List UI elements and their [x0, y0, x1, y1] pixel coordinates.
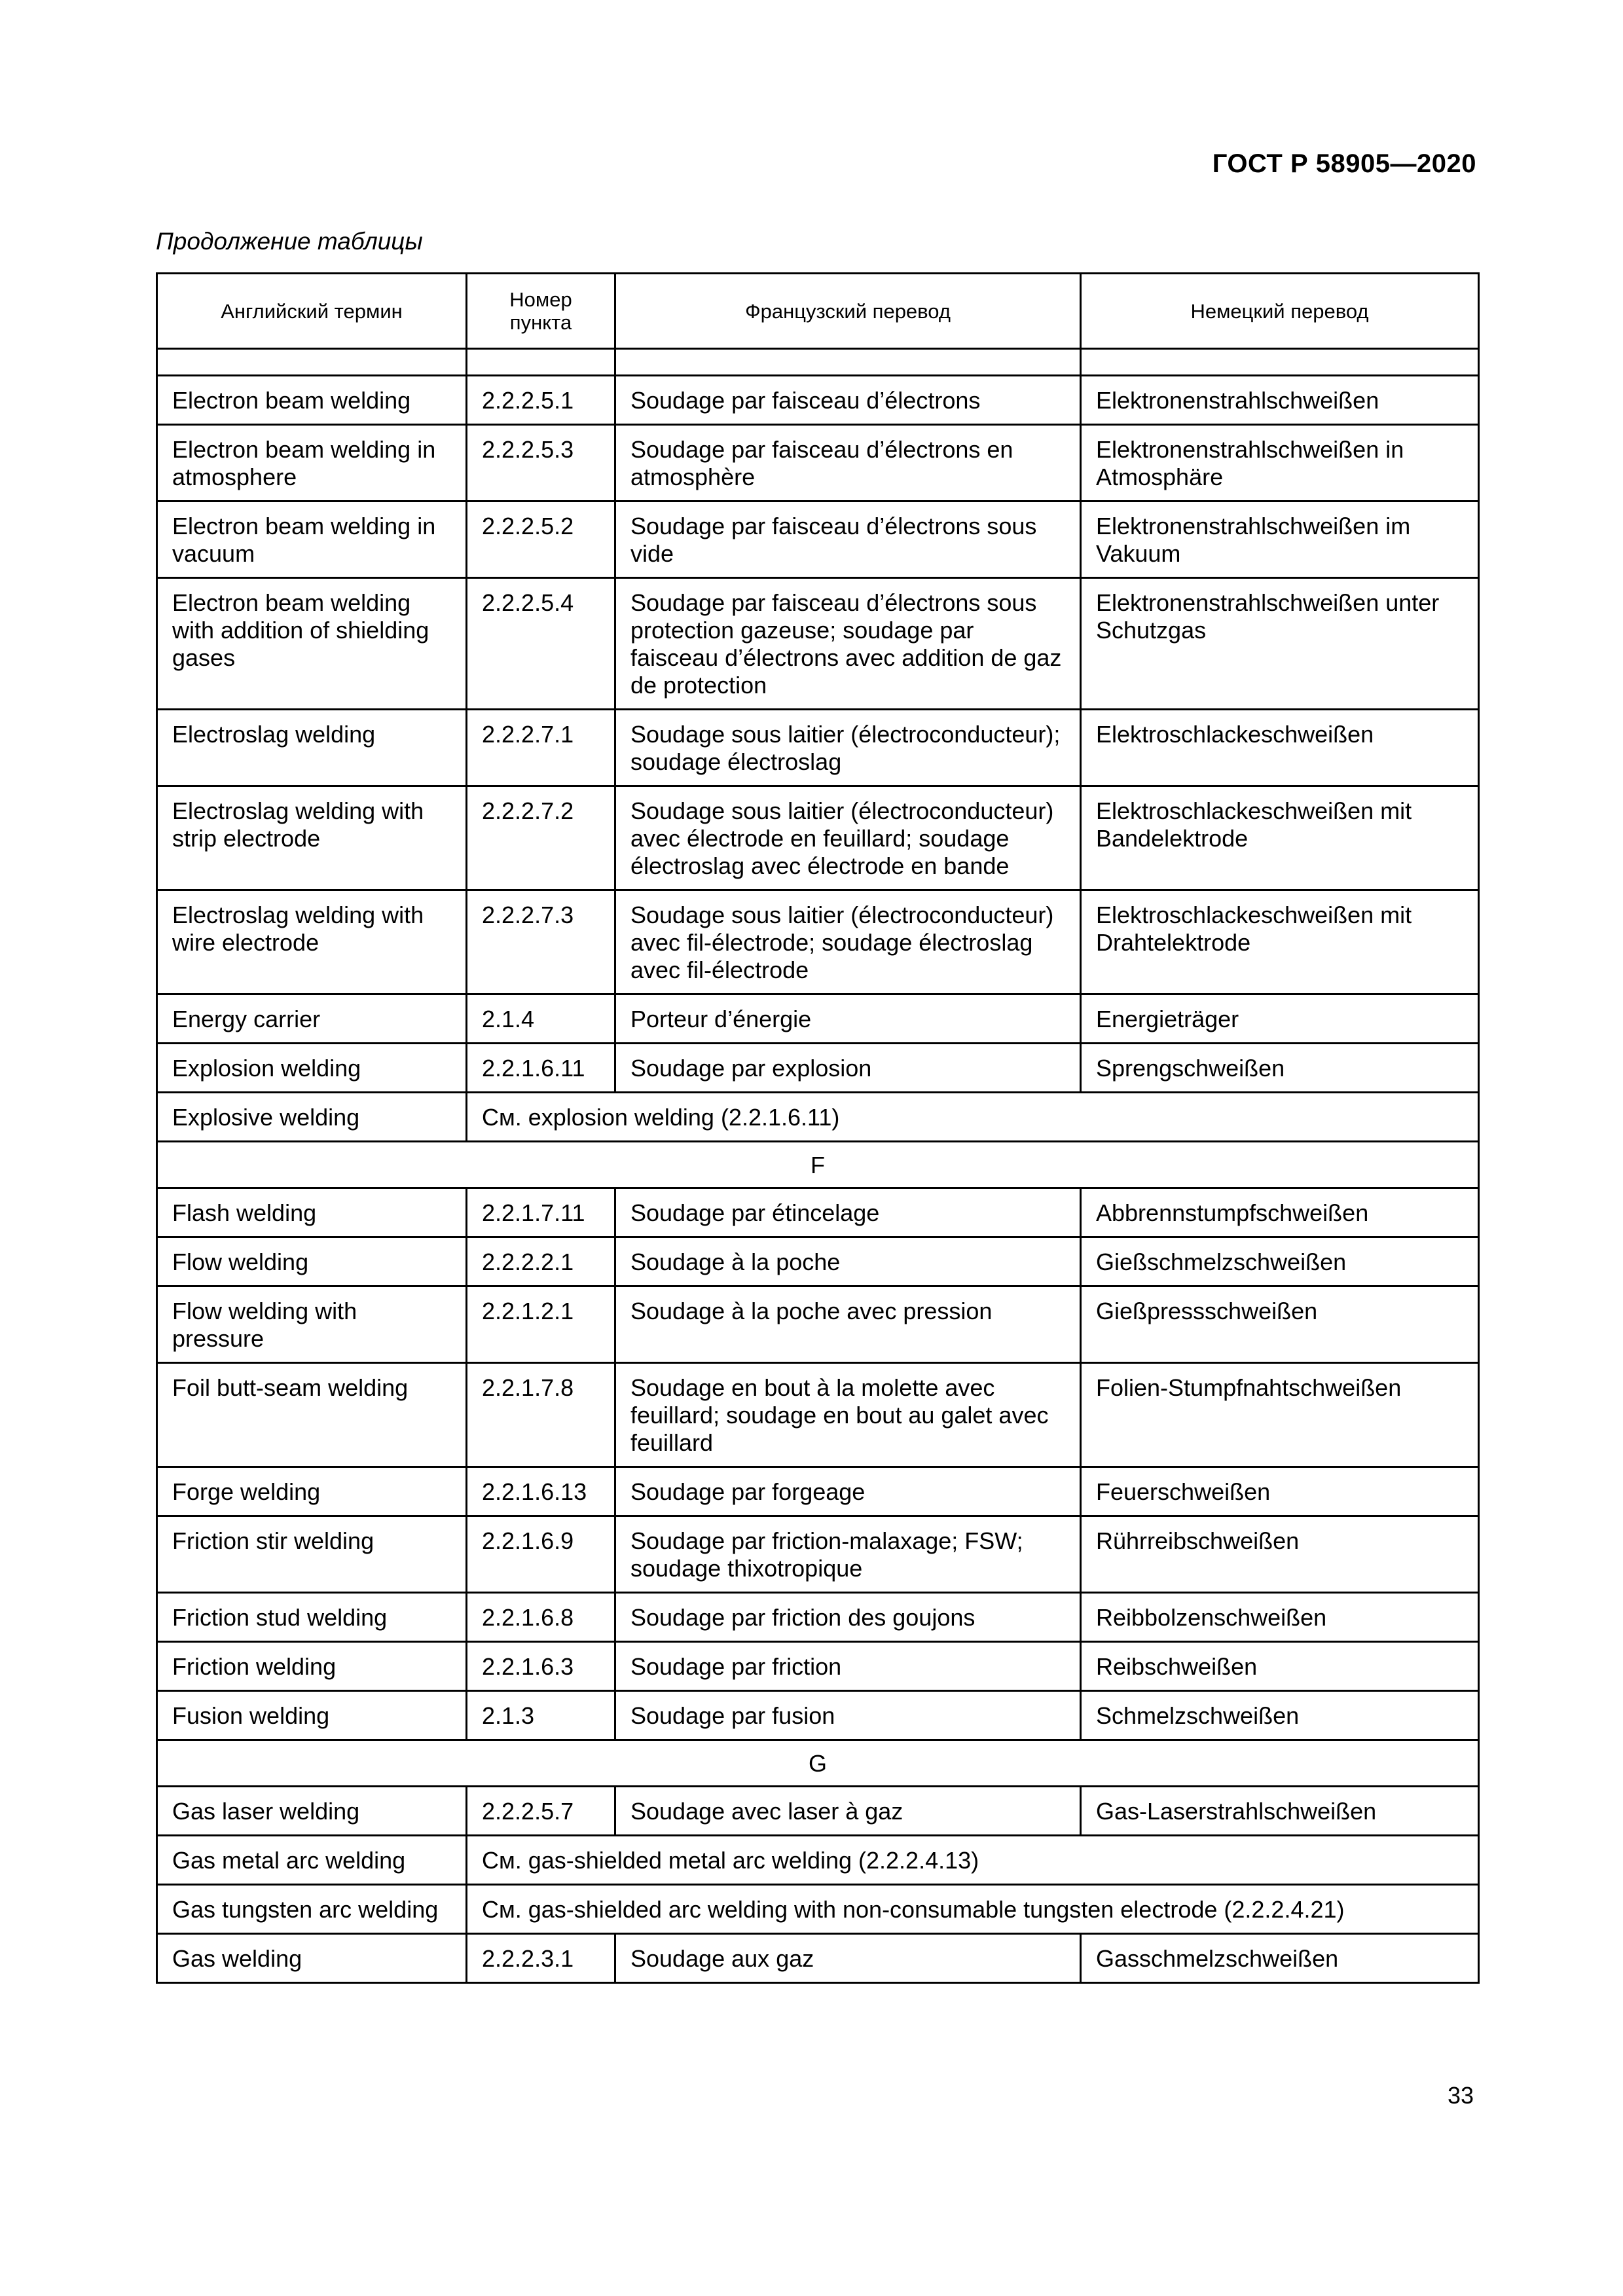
clause-number: 2.2.2.7.1: [467, 710, 615, 786]
table-body: [157, 376, 1479, 1983]
french-translation: Soudage en bout à la molette avec feuillard; soudage en bout au galet avec feuillard: [615, 1363, 1081, 1467]
section-letter: G: [157, 1740, 1479, 1787]
table-row: [157, 376, 1479, 425]
english-term: Fusion welding: [157, 1691, 467, 1740]
english-term: Electron beam welding: [157, 376, 467, 425]
german-translation: Feuerschweißen: [1081, 1467, 1479, 1516]
clause-number: 2.2.1.6.11: [467, 1044, 615, 1093]
section-letter: F: [157, 1142, 1479, 1188]
table-row: [157, 994, 1479, 1044]
english-term: Electron beam welding in atmosphere: [157, 425, 467, 501]
english-term: Flow welding: [157, 1237, 467, 1286]
clause-number: 2.2.2.2.1: [467, 1237, 615, 1286]
cross-reference: См. gas-shielded metal arc welding (2.2.2.4.13): [467, 1836, 1479, 1885]
table-row: [157, 1093, 1479, 1142]
english-term: Electroslag welding: [157, 710, 467, 786]
german-translation: Gasschmelzschweißen: [1081, 1934, 1479, 1983]
clause-number: 2.2.2.5.4: [467, 578, 615, 710]
clause-number: 2.2.2.7.3: [467, 890, 615, 994]
table-row: [157, 501, 1479, 578]
clause-number: 2.2.2.5.1: [467, 376, 615, 425]
clause-number: 2.2.2.5.3: [467, 425, 615, 501]
german-translation: Energieträger: [1081, 994, 1479, 1044]
german-translation: Folien-Stumpfnahtschweißen: [1081, 1363, 1479, 1467]
french-translation: Soudage par friction des goujons: [615, 1593, 1081, 1642]
clause-number: 2.2.1.6.13: [467, 1467, 615, 1516]
page-number: 33: [1447, 2082, 1474, 2109]
column-header-number: Номер пункта: [467, 274, 615, 349]
german-translation: Rührreibschweißen: [1081, 1516, 1479, 1593]
french-translation: Soudage aux gaz: [615, 1934, 1081, 1983]
english-term: Flow welding with pressure: [157, 1286, 467, 1363]
letter-section-row: [157, 1142, 1479, 1188]
german-translation: Schmelzschweißen: [1081, 1691, 1479, 1740]
clause-number: 2.2.1.6.8: [467, 1593, 615, 1642]
german-translation: Gießpressschweißen: [1081, 1286, 1479, 1363]
german-translation: Elektroschlackeschweißen mit Drahtelektrode: [1081, 890, 1479, 994]
german-translation: Reibbolzenschweißen: [1081, 1593, 1479, 1642]
english-term: Electron beam welding in vacuum: [157, 501, 467, 578]
english-term: Electron beam welding with addition of shielding gases: [157, 578, 467, 710]
english-term: Gas metal arc welding: [157, 1836, 467, 1885]
clause-number: 2.2.1.7.8: [467, 1363, 615, 1467]
french-translation: Soudage par étincelage: [615, 1188, 1081, 1237]
german-translation: Reibschweißen: [1081, 1642, 1479, 1691]
english-term: Explosion welding: [157, 1044, 467, 1093]
clause-number: 2.2.1.7.11: [467, 1188, 615, 1237]
table-row: [157, 786, 1479, 890]
table-row: [157, 1691, 1479, 1740]
english-term: Flash welding: [157, 1188, 467, 1237]
english-term: Gas welding: [157, 1934, 467, 1983]
french-translation: Soudage avec laser à gaz: [615, 1787, 1081, 1836]
clause-number: 2.2.2.5.7: [467, 1787, 615, 1836]
french-translation: Soudage par friction-malaxage; FSW; soudage thixotropique: [615, 1516, 1081, 1593]
table-row: [157, 1363, 1479, 1467]
clause-number: 2.2.1.6.3: [467, 1642, 615, 1691]
german-translation: Gießschmelzschweißen: [1081, 1237, 1479, 1286]
cross-reference: См. explosion welding (2.2.1.6.11): [467, 1093, 1479, 1142]
german-translation: Elektroschlackeschweißen: [1081, 710, 1479, 786]
clause-number: 2.1.4: [467, 994, 615, 1044]
clause-number: 2.2.2.7.2: [467, 786, 615, 890]
table-header: [157, 274, 1479, 376]
table-row: [157, 1787, 1479, 1836]
table-row: [157, 1467, 1479, 1516]
french-translation: Soudage sous laitier (électroconducteur) avec électrode en feuillard; soudage électroslag avec électrode en bande: [615, 786, 1081, 890]
table-row: [157, 1286, 1479, 1363]
french-translation: Soudage par explosion: [615, 1044, 1081, 1093]
french-translation: Soudage par fusion: [615, 1691, 1081, 1740]
french-translation: Soudage par friction: [615, 1642, 1081, 1691]
letter-section-row: [157, 1740, 1479, 1787]
table-row: [157, 710, 1479, 786]
english-term: Electroslag welding with strip electrode: [157, 786, 467, 890]
table-row: [157, 425, 1479, 501]
french-translation: Soudage sous laitier (électroconducteur) avec fil-électrode; soudage électroslag avec fil-électrode: [615, 890, 1081, 994]
french-translation: Soudage par forgeage: [615, 1467, 1081, 1516]
english-term: Foil butt-seam welding: [157, 1363, 467, 1467]
english-term: Electroslag welding with wire electrode: [157, 890, 467, 994]
document-code: ГОСТ Р 58905—2020: [1212, 149, 1476, 178]
table-row: [157, 578, 1479, 710]
french-translation: Soudage à la poche avec pression: [615, 1286, 1081, 1363]
table-row: [157, 1885, 1479, 1934]
english-term: Friction stud welding: [157, 1593, 467, 1642]
table-row: [157, 1188, 1479, 1237]
clause-number: 2.1.3: [467, 1691, 615, 1740]
english-term: Friction stir welding: [157, 1516, 467, 1593]
cross-reference: См. gas-shielded arc welding with non-consumable tungsten electrode (2.2.2.4.21): [467, 1885, 1479, 1934]
table-row: [157, 1044, 1479, 1093]
german-translation: Elektronenstrahlschweißen: [1081, 376, 1479, 425]
english-term: Friction welding: [157, 1642, 467, 1691]
table-row: [157, 1593, 1479, 1642]
english-term: Gas tungsten arc welding: [157, 1885, 467, 1934]
french-translation: Soudage par faisceau d’électrons en atmosphère: [615, 425, 1081, 501]
column-header-french: Французский перевод: [615, 274, 1081, 349]
french-translation: Soudage sous laitier (électroconducteur); soudage électroslag: [615, 710, 1081, 786]
english-term: Gas laser welding: [157, 1787, 467, 1836]
column-header-german: Немецкий перевод: [1081, 274, 1479, 349]
table-row: [157, 1642, 1479, 1691]
table-continuation-caption: Продолжение таблицы: [156, 228, 423, 255]
english-term: Explosive welding: [157, 1093, 467, 1142]
table-row: [157, 1237, 1479, 1286]
german-translation: Elektronenstrahlschweißen im Vakuum: [1081, 501, 1479, 578]
english-term: Energy carrier: [157, 994, 467, 1044]
header-separator: [157, 349, 1479, 376]
german-translation: Elektroschlackeschweißen mit Bandelektrode: [1081, 786, 1479, 890]
english-term: Forge welding: [157, 1467, 467, 1516]
german-translation: Gas-Laserstrahlschweißen: [1081, 1787, 1479, 1836]
clause-number: 2.2.2.5.2: [467, 501, 615, 578]
french-translation: Soudage à la poche: [615, 1237, 1081, 1286]
clause-number: 2.2.1.2.1: [467, 1286, 615, 1363]
german-translation: Abbrennstumpfschweißen: [1081, 1188, 1479, 1237]
table-row: [157, 1836, 1479, 1885]
terms-table: [156, 272, 1480, 1984]
column-header-english: Английский термин: [157, 274, 467, 349]
clause-number: 2.2.2.3.1: [467, 1934, 615, 1983]
table-row: [157, 890, 1479, 994]
french-translation: Porteur d’énergie: [615, 994, 1081, 1044]
table-row: [157, 1934, 1479, 1983]
french-translation: Soudage par faisceau d’électrons: [615, 376, 1081, 425]
french-translation: Soudage par faisceau d’électrons sous protection gazeuse; soudage par faisceau d’électrons avec addition de gaz de protection: [615, 578, 1081, 710]
german-translation: Sprengschweißen: [1081, 1044, 1479, 1093]
clause-number: 2.2.1.6.9: [467, 1516, 615, 1593]
german-translation: Elektronenstrahlschweißen in Atmosphäre: [1081, 425, 1479, 501]
german-translation: Elektronenstrahlschweißen unter Schutzgas: [1081, 578, 1479, 710]
french-translation: Soudage par faisceau d’électrons sous vide: [615, 501, 1081, 578]
table-row: [157, 1516, 1479, 1593]
